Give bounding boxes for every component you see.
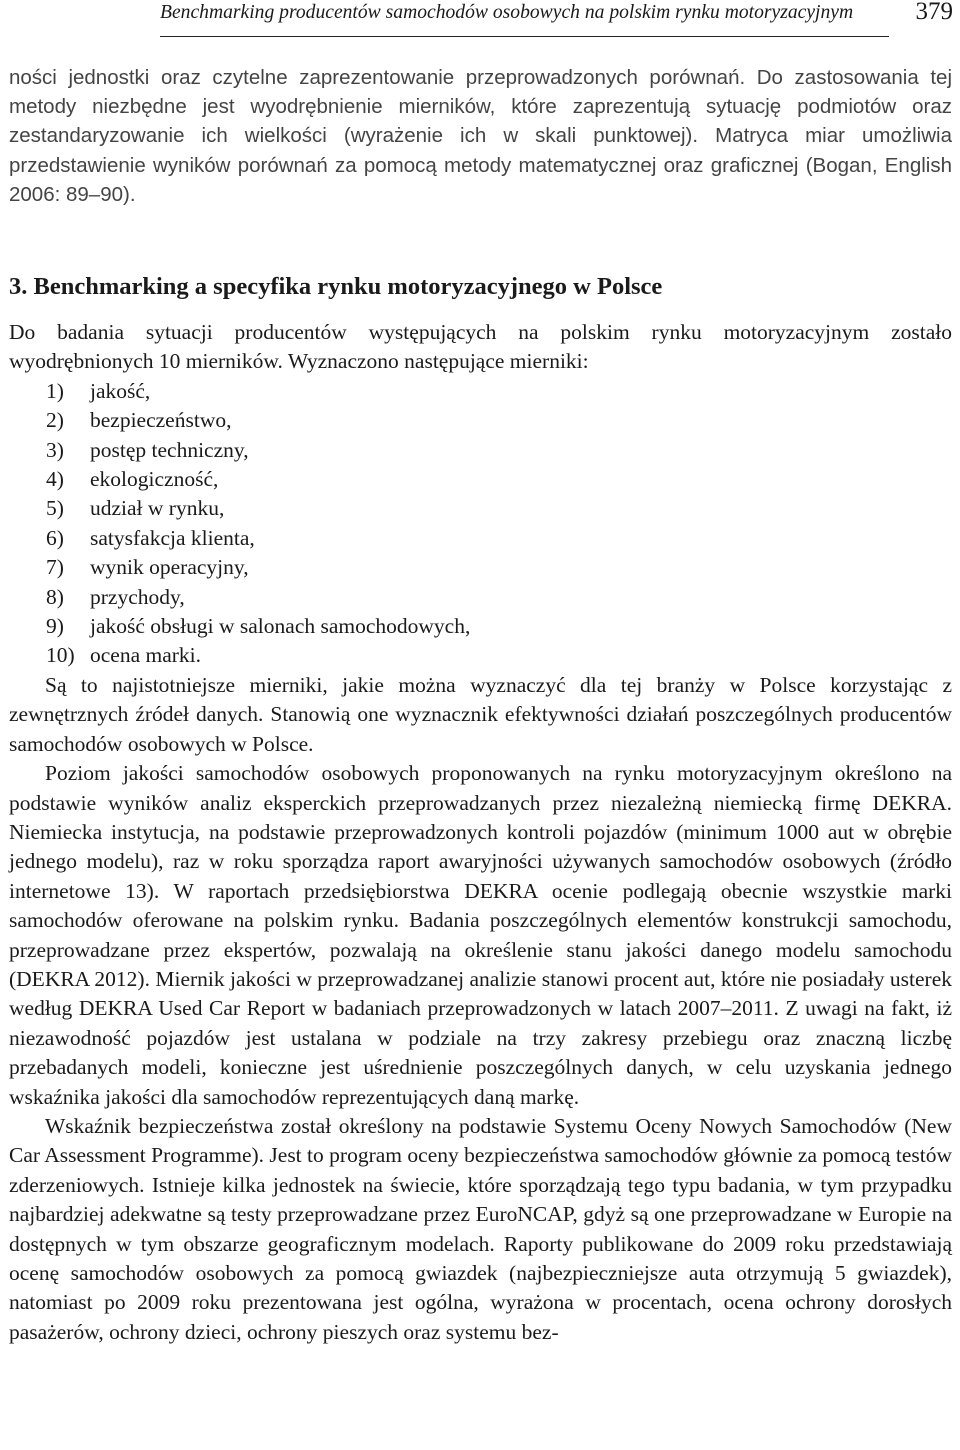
list-item-text: bezpieczeństwo, [90,408,232,433]
list-item [46,406,952,435]
list-item-number: 5) [46,496,64,521]
continuation-paragraph: ności jednostki oraz czytelne zaprezentowanie przeprowadzonych porównań. Do zastosowania tej metody niezbędne jest wyodrębnienie mierników, które zaprezentują sytuację podmiotów oraz zestandaryzowanie ich wielkości (wyrażenie ich w skali punktowej). Matryca miar umożliwia przedstawienie wyników porównań za pomocą metody matematycznej oraz graficznej (Bogan, English 2006: 89–90). [9,66,952,206]
paragraph-safety: Wskaźnik bezpieczeństwa został określony na podstawie Systemu Oceny Nowych Samochodów (New Car Assessment Programme). Jest to program oceny bezpieczeństwa samochodów głównie za pomocą testów zderzeniowych. Istnieje kilka jednostek na świecie, które sporządzają tego typu badania, w tym przypadku najbardziej adekwatne są testy przeprowadzane przez EuroNCAP, gdyż są one przeprowadzane w Europie na dostępnych w tym obszarze geograficznym modelach. Raporty publikowane do 2009 roku przedstawiają ocenę samochodów osobowych za pomocą gwiazdek (najbezpieczniejsze auta otrzymują 5 gwiazdek), natomiast po 2009 roku prezentowana jest ogólna, wyrażona w procentach, ocena ochrony dorosłych pasażerów, ochrony dzieci, ochrony pieszych oraz systemu bez- [9,1113,952,1344]
list-item [46,494,952,523]
list-item-number: 9) [46,614,64,639]
list-item-text: jakość, [90,378,151,403]
intro-paragraph: Do badania sytuacji producentów występujących na polskim rynku motoryzacyjnym zostało wyodrębnionych 10 mierników. Wyznaczono następujące mierniki: [9,320,952,374]
list-item-number: 2) [46,408,64,433]
paragraph-quality: Poziom jakości samochodów osobowych proponowanych na rynku motoryzacyjnym określono na podstawie wyników analiz eksperckich przeprowadzanych przez niezależną niemiecką firmę DEKRA. Niemiecka instytucja, na podstawie przeprowadzonych kontroli pojazdów (minimum 1000 aut w obrębie jednego modelu), raz w roku sporządza raport awaryjności używanych samochodów osobowych (źródło internetowe 13). W raportach przedsiębiorstwa DEKRA ocenie podlegają obecnie wszystkie marki samochodów oferowane na polskim rynku. Badania poszczególnych elementów konstrukcji samochodu, przeprowadzane przez ekspertów, pozwalają na określenie stanu jakości danego modelu samochodu (DEKRA 2012). Miernik jakości w przeprowadzanej analizie stanowi procent aut, które nie posiadały usterek według DEKRA Used Car Report w badaniach przeprowadzonych w latach 2007–2011. Z uwagi na fakt, iż niezawodność pojazdów jest ustalana w podziale na trzy zakresy przebiegu oraz znaczną liczbę przebadanych modeli, konieczne jest uśrednienie poszczególnych danych, w celu uzyskania jednego wskaźnika jakości dla samochodów reprezentujących daną markę. [9,761,952,1109]
list-item-number: 10) [46,643,75,668]
list-item-text: postęp techniczny, [90,437,249,462]
section-heading: 3. Benchmarking a specyfika rynku motoryzacyjnego w Polsce [9,273,663,301]
running-header [160,0,953,37]
list-item [46,465,952,494]
measures-list [9,377,952,671]
list-item [46,583,952,612]
list-item-number: 6) [46,525,64,550]
list-item-text: przychody, [90,584,185,609]
list-item-number: 3) [46,437,64,462]
list-item-number: 4) [46,467,64,492]
list-item [46,641,952,670]
list-item-text: jakość obsługi w salonach samochodowych, [90,614,471,639]
list-item [46,612,952,641]
list-item-text: satysfakcja klienta, [90,525,255,550]
list-item [46,436,952,465]
list-item-text: wynik operacyjny, [90,555,249,580]
list-item-number: 1) [46,378,64,403]
list-item-text: ekologiczność, [90,467,219,492]
list-item [46,524,952,553]
list-item [46,553,952,582]
running-title: Benchmarking producentów samochodów osobowych na polskim rynku motoryzacyjnym [160,2,854,23]
list-item-text: ocena marki. [90,643,202,668]
list-item-text: udział w rynku, [90,496,225,521]
list-item [46,377,952,406]
list-item-number: 7) [46,555,64,580]
paragraph-significance: Są to najistotniejsze mierniki, jakie można wyznaczyć dla tej branży w Polsce korzystając z zewnętrznych źródeł danych. Stanowią one wyznacznik efektywności działań poszczególnych producentów samochodów osobowych w Polsce. [9,672,952,756]
body-text [9,63,952,1347]
page-number: 379 [915,0,953,25]
list-item-number: 8) [46,584,64,609]
